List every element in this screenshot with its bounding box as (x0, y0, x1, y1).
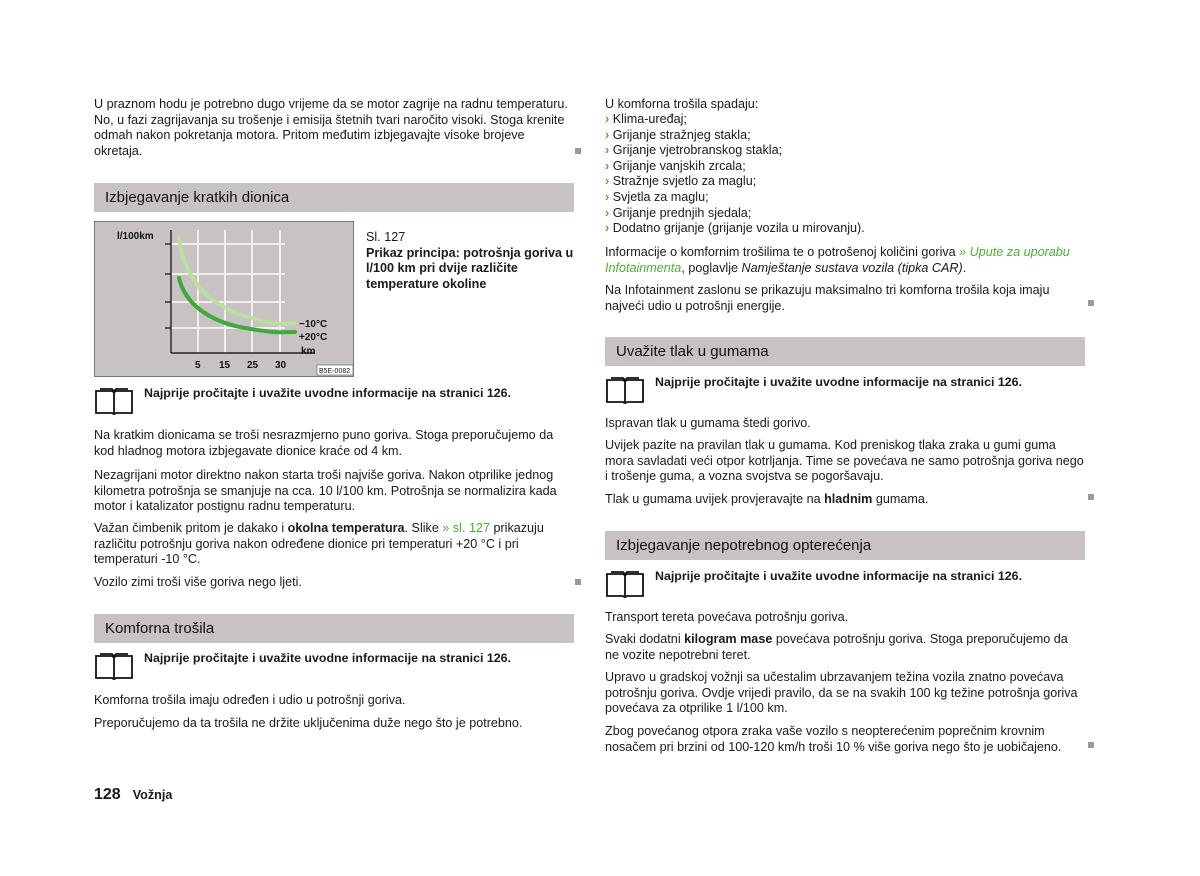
list-item (605, 112, 1085, 128)
list-item (605, 221, 1085, 237)
end-marker (1088, 300, 1094, 306)
end-marker (575, 148, 581, 154)
x-tick-label: 25 (247, 360, 259, 371)
figure-link[interactable]: » sl. 127 (442, 521, 490, 535)
note-block (94, 385, 574, 419)
paragraph: Komforna trošila imaju određen i udio u potrošnji goriva. (94, 693, 406, 707)
bullet-arrow-icon: › (605, 143, 610, 158)
list-item-text: Grijanje prednjih sjedala; (612, 205, 752, 220)
paragraph: Ispravan tlak u gumama štedi gorivo. (605, 416, 811, 430)
list-item-text: Grijanje stražnjeg stakla; (612, 127, 751, 142)
bullet-arrow-icon: › (605, 189, 610, 204)
figure-number: Sl. 127 (366, 230, 406, 244)
page-footer (94, 786, 172, 804)
page-number: 128 (94, 786, 121, 803)
note-text: Najprije pročitajte i uvažite uvodne informacije na stranici 126. (655, 375, 1023, 389)
chapter-name: Namještanje sustava vozila (tipka CAR) (741, 260, 963, 275)
text-run: gumama. (872, 492, 929, 506)
text-run: , poglavlje (681, 260, 742, 275)
text-run: Tlak u gumama uvijek provjeravajte na (605, 492, 825, 506)
figure-code: B5E-0082 (319, 368, 351, 375)
bold-term: okolna temperatura (287, 521, 405, 535)
intro-paragraph: U praznom hodu je potrebno dugo vrijeme da se motor zagrije na radnu temperaturu. No, u fazi zagrijavanja su trošenje i emisija štetnih tvari naročito visoki. Stoga krenite odmah nakon pokretanja motora. Pritom međutim izbjegavajte visoke brojeve okretaja. (94, 97, 568, 158)
list-item-text: Dodatno grijanje (grijanje vozila u mirovanju). (612, 221, 865, 236)
list-item (605, 174, 1085, 190)
list-item-text: Grijanje vjetrobranskog stakla; (612, 143, 783, 158)
list-item (605, 128, 1085, 144)
text-run: Svaki dodatni (605, 632, 685, 646)
list-item-text: Stražnje svjetlo za maglu; (612, 174, 757, 189)
section-name: Vožnja (132, 788, 173, 802)
text-run: povećava potrošnju goriva. Stoga preporučujemo da ne vozite nepotrebni teret. (605, 632, 1068, 662)
section-heading-unnecessary-load: Izbjegavanje nepotrebnog opterećenja (605, 531, 1085, 560)
chart-svg (95, 222, 353, 376)
figure-caption-text: Prikaz principa: potrošnja goriva u l/100 km pri dvije različite temperature okoline (366, 245, 574, 291)
end-marker (1088, 494, 1094, 500)
list-item (605, 143, 1085, 159)
section-heading-short-trips: Izbjegavanje kratkih dionica (94, 183, 574, 212)
text-run: . (962, 260, 967, 275)
book-icon (94, 652, 134, 680)
text-run: Važan čimbenik pritom je dakako i (94, 521, 288, 535)
bullet-arrow-icon: › (605, 127, 610, 142)
list-item-text: Svjetla za maglu; (612, 189, 709, 204)
list-item-text: Klima-uređaj; (612, 112, 687, 126)
note-text: Najprije pročitajte i uvažite uvodne informacije na stranici 126. (144, 651, 512, 665)
section-heading-comfort: Komforna trošila (94, 614, 574, 643)
bullet-arrow-icon: › (605, 158, 610, 173)
paragraph: Vozilo zimi troši više goriva nego ljeti. (94, 575, 302, 589)
x-tick-label: 30 (275, 360, 287, 371)
note-text: Najprije pročitajte i uvažite uvodne informacije na stranici 126. (144, 386, 512, 400)
x-tick-label: 15 (219, 360, 231, 371)
note-text: Najprije pročitajte i uvažite uvodne informacije na stranici 126. (655, 569, 1023, 583)
infotainment-manual-link[interactable]: » Upute za uporabu Infotainmenta (605, 245, 1070, 275)
list-item (605, 206, 1085, 222)
bullet-arrow-icon: › (605, 221, 610, 236)
book-icon (605, 376, 645, 404)
book-icon (94, 387, 134, 415)
bullet-arrow-icon: › (605, 174, 610, 189)
bullet-arrow-icon: › (605, 205, 610, 220)
paragraph: Zbog povećanog otpora zraka vaše vozilo s neopterećenim poprečnim krovnim nosačem pri brzini od 100-120 km/h troši 10 % više goriva nego što je uobičajeno. (605, 724, 1062, 754)
end-marker (575, 579, 581, 585)
paragraph (605, 492, 1085, 508)
paragraph: Na Infotainment zaslonu se prikazuju maksimalno tri komforna trošila koja imaju najveći udio u potrošnji energije. (605, 283, 1050, 313)
list-intro: U komforna trošila spadaju: (605, 97, 759, 111)
text-run: prikazuju različitu potrošnju goriva nakon određene dionice pri temperaturi +20 °C i pri temperaturi -10 °C. (94, 521, 544, 567)
paragraph: Nezagrijani motor direktno nakon starta troši najviše goriva. Nakon otprilike jednog kilometra potrošnja se smanjuje na cca. 10 l/100 km. Potrošnja se normalizira kada motor i katalizator postignu radnu temperaturu. (94, 468, 557, 514)
bold-term: kilogram mase (684, 632, 773, 646)
series-line-minus10 (179, 238, 295, 324)
section-heading-tyre-pressure: Uvažite tlak u gumama (605, 337, 1085, 366)
note-block (605, 374, 1085, 408)
comfort-consumer-list (605, 112, 1085, 237)
legend-label-minus10: −10°C (299, 319, 328, 330)
note-block (94, 650, 574, 684)
note-block (605, 568, 1085, 602)
paragraph: Uvijek pazite na pravilan tlak u gumama. Kod preniskog tlaka zraka u gumi guma mora savladati veći otpor kotrljanja. Time se povećava ne samo potrošnja goriva nego i trošenje guma, a vozna svojstva se pogoršavaju. (605, 438, 1084, 484)
legend-label-plus20: +20°C (299, 332, 328, 343)
figure-caption (366, 230, 576, 292)
paragraph (94, 521, 574, 568)
list-item (605, 159, 1085, 175)
y-axis-label: l/100km (117, 231, 154, 242)
paragraph: Transport tereta povećava potrošnju goriva. (605, 610, 849, 624)
list-item-text: Grijanje vanjskih zrcala; (612, 158, 746, 173)
x-tick-label: 5 (195, 360, 201, 371)
bullet-arrow-icon: › (605, 112, 610, 126)
paragraph: Preporučujemo da ta trošila ne držite uključenima duže nego što je potrebno. (94, 716, 523, 730)
end-marker (1088, 742, 1094, 748)
paragraph: Na kratkim dionicama se troši nesrazmjerno puno goriva. Stoga preporučujemo da kod hladnog motora izbjegavate dionice kraće od 4 km. (94, 428, 554, 458)
paragraph (605, 245, 1085, 276)
book-icon (605, 570, 645, 598)
x-axis-label: km (301, 346, 316, 357)
text-run: . Slike (404, 521, 443, 535)
consumption-chart (94, 221, 354, 377)
paragraph: Upravo u gradskoj vožnji sa učestalim ubrzavanjem težina vozila znatno povećava potrošnju goriva. Ovdje vrijedi pravilo, da se na svakih 100 kg težine potrošnja goriva povećava za otprilike 1 l/100 km. (605, 670, 1078, 716)
bold-term: hladnim (824, 492, 873, 506)
paragraph (605, 632, 1085, 663)
list-item (605, 190, 1085, 206)
text-run: Informacije o komfornim trošilima te o potrošenoj količini goriva (605, 245, 960, 259)
